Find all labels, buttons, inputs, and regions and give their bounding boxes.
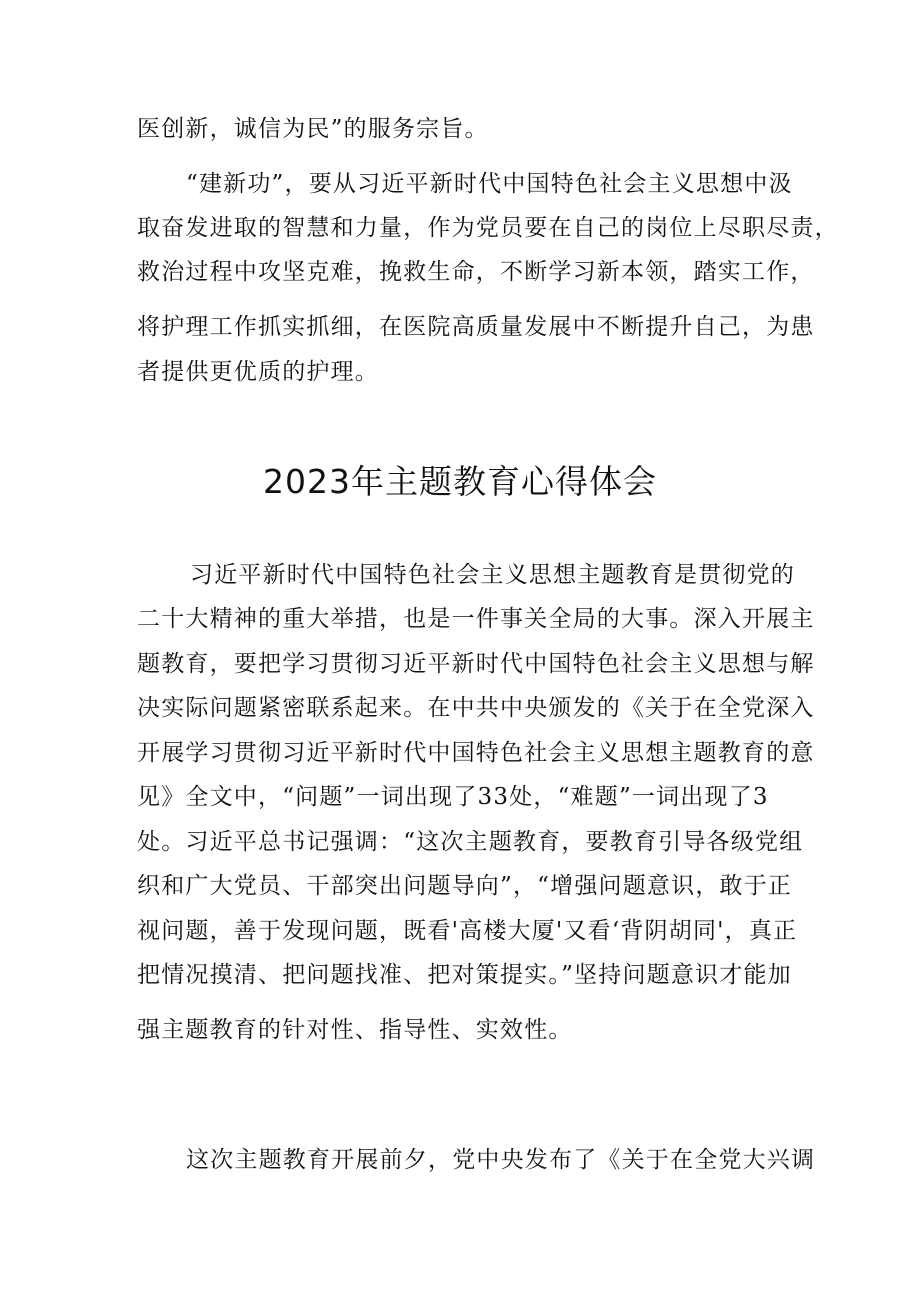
paragraph-line: 视问题，善于发现问题，既看'高楼大厦'又看‘背阴胡同'，真正	[137, 918, 798, 944]
page-title: 2023年主题教育心得体会	[263, 462, 657, 501]
paragraph-line: 习近平新时代中国特色社会主义思想主题教育是贯彻党的	[190, 562, 795, 588]
paragraph-line: 取奋发进取的智慧和力量，作为党员要在自己的岗位上尽职尽责，	[137, 215, 839, 241]
paragraph-line: 决实际问题紧密联系起来。在中共中央颁发的《关于在全党深入	[137, 695, 815, 721]
paragraph-line: 二十大精神的重大举措，也是一件事关全局的大事。深入开展主	[137, 606, 815, 632]
paragraph-line: 医创新，诚信为民”的服务宗旨。	[137, 116, 489, 142]
paragraph-line: “建新功”，要从习近平新时代中国特色社会主义思想中汲	[186, 171, 793, 197]
paragraph-line: 织和广大党员、干部突出问题导向”，“增强问题意识，敢于正	[137, 873, 793, 899]
paragraph-line: 处。习近平总书记强调：“这次主题教育，要教育引导各级党组	[137, 829, 804, 855]
paragraph-line: 这次主题教育开展前夕，党中央发布了《关于在全党大兴调	[186, 1147, 816, 1173]
paragraph-line: 者提供更优质的护理。	[137, 359, 379, 385]
paragraph-line: 见》全文中，“问题”一词出现了33处，“难题”一词出现了3	[137, 784, 769, 810]
paragraph-line: 题教育，要把学习贯彻习近平新时代中国特色社会主义思想与解	[137, 651, 815, 677]
paragraph-line: 将护理工作抓实抓细，在医院高质量发展中不断提升自己，为患	[137, 314, 815, 340]
paragraph-line: 强主题教育的针对性、指导性、实效性。	[137, 1017, 573, 1043]
paragraph-line: 开展学习贯彻习近平新时代中国特色社会主义思想主题教育的意	[137, 740, 815, 766]
paragraph-line: 把情况摸清、把问题找准、把对策提实。”坚持问题意识才能加	[137, 962, 792, 988]
paragraph-line: 救治过程中攻坚克难，挽救生命，不断学习新本领，踏实工作，	[137, 259, 815, 285]
